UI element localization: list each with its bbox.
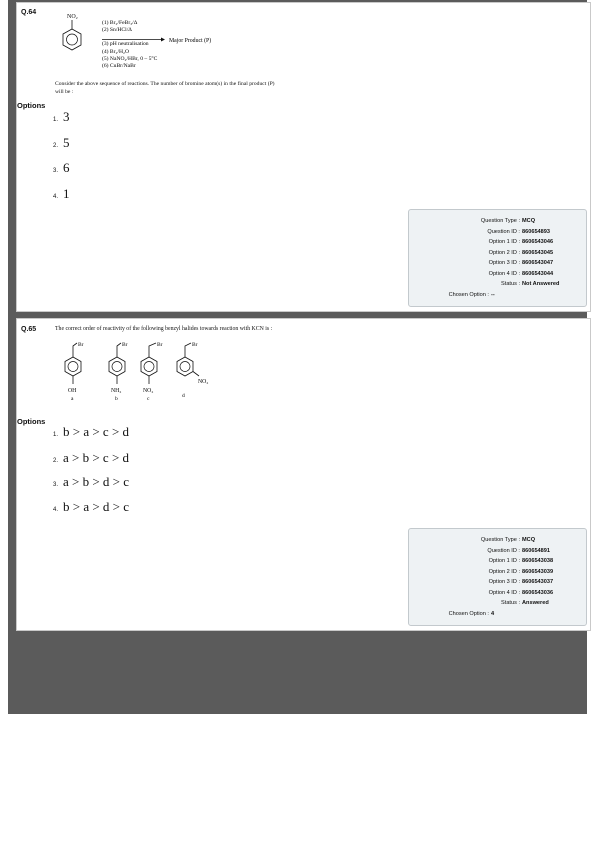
reactant-substituent-label: NO₂: [67, 14, 78, 20]
question-number: Q.65: [21, 326, 37, 333]
info-key: Option 4 ID :: [488, 270, 520, 277]
info-row: [409, 229, 586, 235]
info-value: 8606543046: [522, 239, 554, 245]
option-value: 5: [63, 135, 70, 150]
info-key: Question Type :: [480, 537, 520, 543]
option-value: a > b > c > d: [63, 450, 130, 465]
reaction-scheme: [51, 7, 311, 79]
info-value: 4: [491, 610, 495, 617]
step-1: (1) Br₂/FeBr₃/Δ: [102, 20, 138, 26]
info-key: Option 2 ID :: [488, 249, 520, 256]
prompt-line-1: Consider the above sequence of reactions. The number of bromine atom(s) in the final product (P): [55, 81, 275, 87]
step-6: (6) CuBr/NaBr: [102, 63, 136, 69]
info-row: [409, 569, 586, 575]
info-value: 8606543038: [522, 558, 554, 564]
info-value: 8606543039: [522, 568, 554, 575]
question-info-box: [408, 528, 587, 626]
option-number: 1.: [53, 432, 59, 438]
page-sheet: [8, 0, 587, 714]
option-value: b > a > d > c: [63, 499, 130, 514]
option-value: b > a > c > d: [63, 424, 130, 439]
option-value: 1: [63, 186, 70, 201]
benzene-ring: [65, 357, 81, 376]
compound-a: [65, 342, 84, 402]
info-key: Question ID :: [487, 547, 520, 554]
option-value: a > b > d > c: [63, 474, 130, 489]
substituent-label: NO₂: [143, 388, 154, 394]
benzene-ring: [177, 357, 193, 376]
benzene-circle: [68, 362, 78, 372]
option-1[interactable]: [53, 424, 129, 440]
step-5: (5) NaNO₂/HBr, 0 – 5°C: [102, 56, 158, 62]
option-value: 3: [63, 109, 70, 124]
substituent-label: NH₂: [111, 388, 122, 394]
question-prompt: [55, 80, 275, 96]
info-key: Status :: [501, 600, 520, 606]
bromo-label: Br: [157, 342, 163, 348]
info-row: [409, 250, 586, 256]
info-value: --: [491, 291, 495, 298]
info-value: 860654891: [522, 547, 550, 554]
option-number: 4.: [53, 194, 59, 200]
info-row: [409, 281, 586, 287]
option-1[interactable]: [53, 109, 70, 125]
bromo-label: Br: [192, 342, 198, 348]
benzene-ring: [141, 357, 157, 376]
compound-c: [141, 342, 163, 402]
option-4[interactable]: [53, 186, 70, 202]
question-prompt: The correct order of reactivity of the following benzyl halides towards reaction with KCN is :: [55, 326, 273, 332]
option-number: 1.: [53, 117, 59, 123]
substituent-label: NO₂: [198, 379, 209, 385]
benzene-circle: [112, 362, 122, 372]
info-row: [409, 239, 586, 245]
reaction-arrowhead: [161, 38, 165, 42]
benzene-ring: [63, 29, 81, 50]
options-label: Options: [17, 101, 46, 110]
compound-letter: b: [115, 396, 118, 402]
info-key: Option 4 ID :: [488, 589, 520, 596]
info-key: Option 2 ID :: [488, 568, 520, 575]
info-key: Chosen Option :: [448, 291, 489, 298]
info-value: Not Answered: [522, 281, 560, 287]
step-3: (3) pH neutralisation: [102, 41, 149, 47]
option-number: 3.: [53, 168, 59, 174]
substituent-bond: [193, 372, 199, 377]
info-row: [409, 548, 586, 554]
option-number: 4.: [53, 507, 59, 513]
question-panel-65: [16, 318, 591, 631]
info-row: [409, 600, 586, 606]
info-row: [409, 292, 586, 298]
info-row: [409, 260, 586, 266]
option-3[interactable]: [53, 160, 70, 176]
option-value: 6: [63, 160, 70, 175]
substituent-label: OH: [68, 388, 77, 394]
options-label: Options: [17, 417, 46, 426]
info-value: 860654893: [522, 228, 550, 235]
info-key: Chosen Option :: [448, 610, 489, 617]
info-key: Option 1 ID :: [488, 558, 520, 564]
prompt-line-2: will be :: [55, 89, 74, 95]
option-3[interactable]: [53, 474, 129, 490]
info-key: Option 3 ID :: [488, 579, 520, 585]
compound-b: [109, 342, 128, 402]
info-value: 8606543036: [522, 589, 554, 596]
info-key: Question ID :: [487, 228, 520, 235]
option-2[interactable]: [53, 450, 129, 466]
info-value: 8606543047: [522, 260, 554, 266]
ch2-bond: [149, 343, 156, 357]
info-value: MCQ: [522, 218, 536, 224]
info-row: [409, 218, 586, 224]
option-2[interactable]: [53, 135, 70, 151]
benzyl-halides-structures: [51, 337, 251, 437]
info-row: [409, 271, 586, 277]
compound-letter: d: [182, 393, 185, 399]
info-key: Option 3 ID :: [488, 260, 520, 266]
ch2-bond: [185, 343, 191, 357]
benzene-circle: [144, 362, 154, 372]
benzene-circle: [67, 34, 78, 45]
info-row: [409, 590, 586, 596]
bromo-label: Br: [78, 342, 84, 348]
step-2: (2) Sn/HCl/Δ: [102, 27, 132, 33]
info-row: [409, 537, 586, 543]
ch2-bond: [73, 343, 77, 357]
info-key: Option 1 ID :: [488, 239, 520, 245]
bromo-label: Br: [122, 342, 128, 348]
info-row: [409, 611, 586, 617]
info-key: Question Type :: [480, 218, 520, 224]
option-number: 2.: [53, 143, 59, 149]
info-value: 8606543037: [522, 579, 554, 585]
compound-d: [177, 342, 208, 399]
compound-letter: c: [147, 396, 150, 402]
benzene-ring: [109, 357, 125, 376]
option-number: 3.: [53, 482, 59, 488]
question-panel-64: [16, 2, 591, 312]
info-row: [409, 579, 586, 585]
info-value: MCQ: [522, 537, 536, 543]
option-4[interactable]: [53, 499, 129, 515]
question-info-box: [408, 209, 587, 307]
ch2-bond: [117, 343, 121, 357]
question-number: Q.64: [21, 9, 37, 16]
info-value: 8606543044: [522, 270, 554, 277]
step-4: (4) Br₂/H₂O: [102, 49, 130, 55]
benzene-circle: [180, 362, 190, 372]
compound-letter: a: [71, 396, 74, 402]
option-number: 2.: [53, 458, 59, 464]
info-value: 8606543045: [522, 249, 554, 256]
info-row: [409, 558, 586, 564]
product-label: Major Product (P): [169, 38, 212, 44]
info-key: Status :: [501, 281, 520, 287]
info-value: Answered: [522, 600, 549, 606]
